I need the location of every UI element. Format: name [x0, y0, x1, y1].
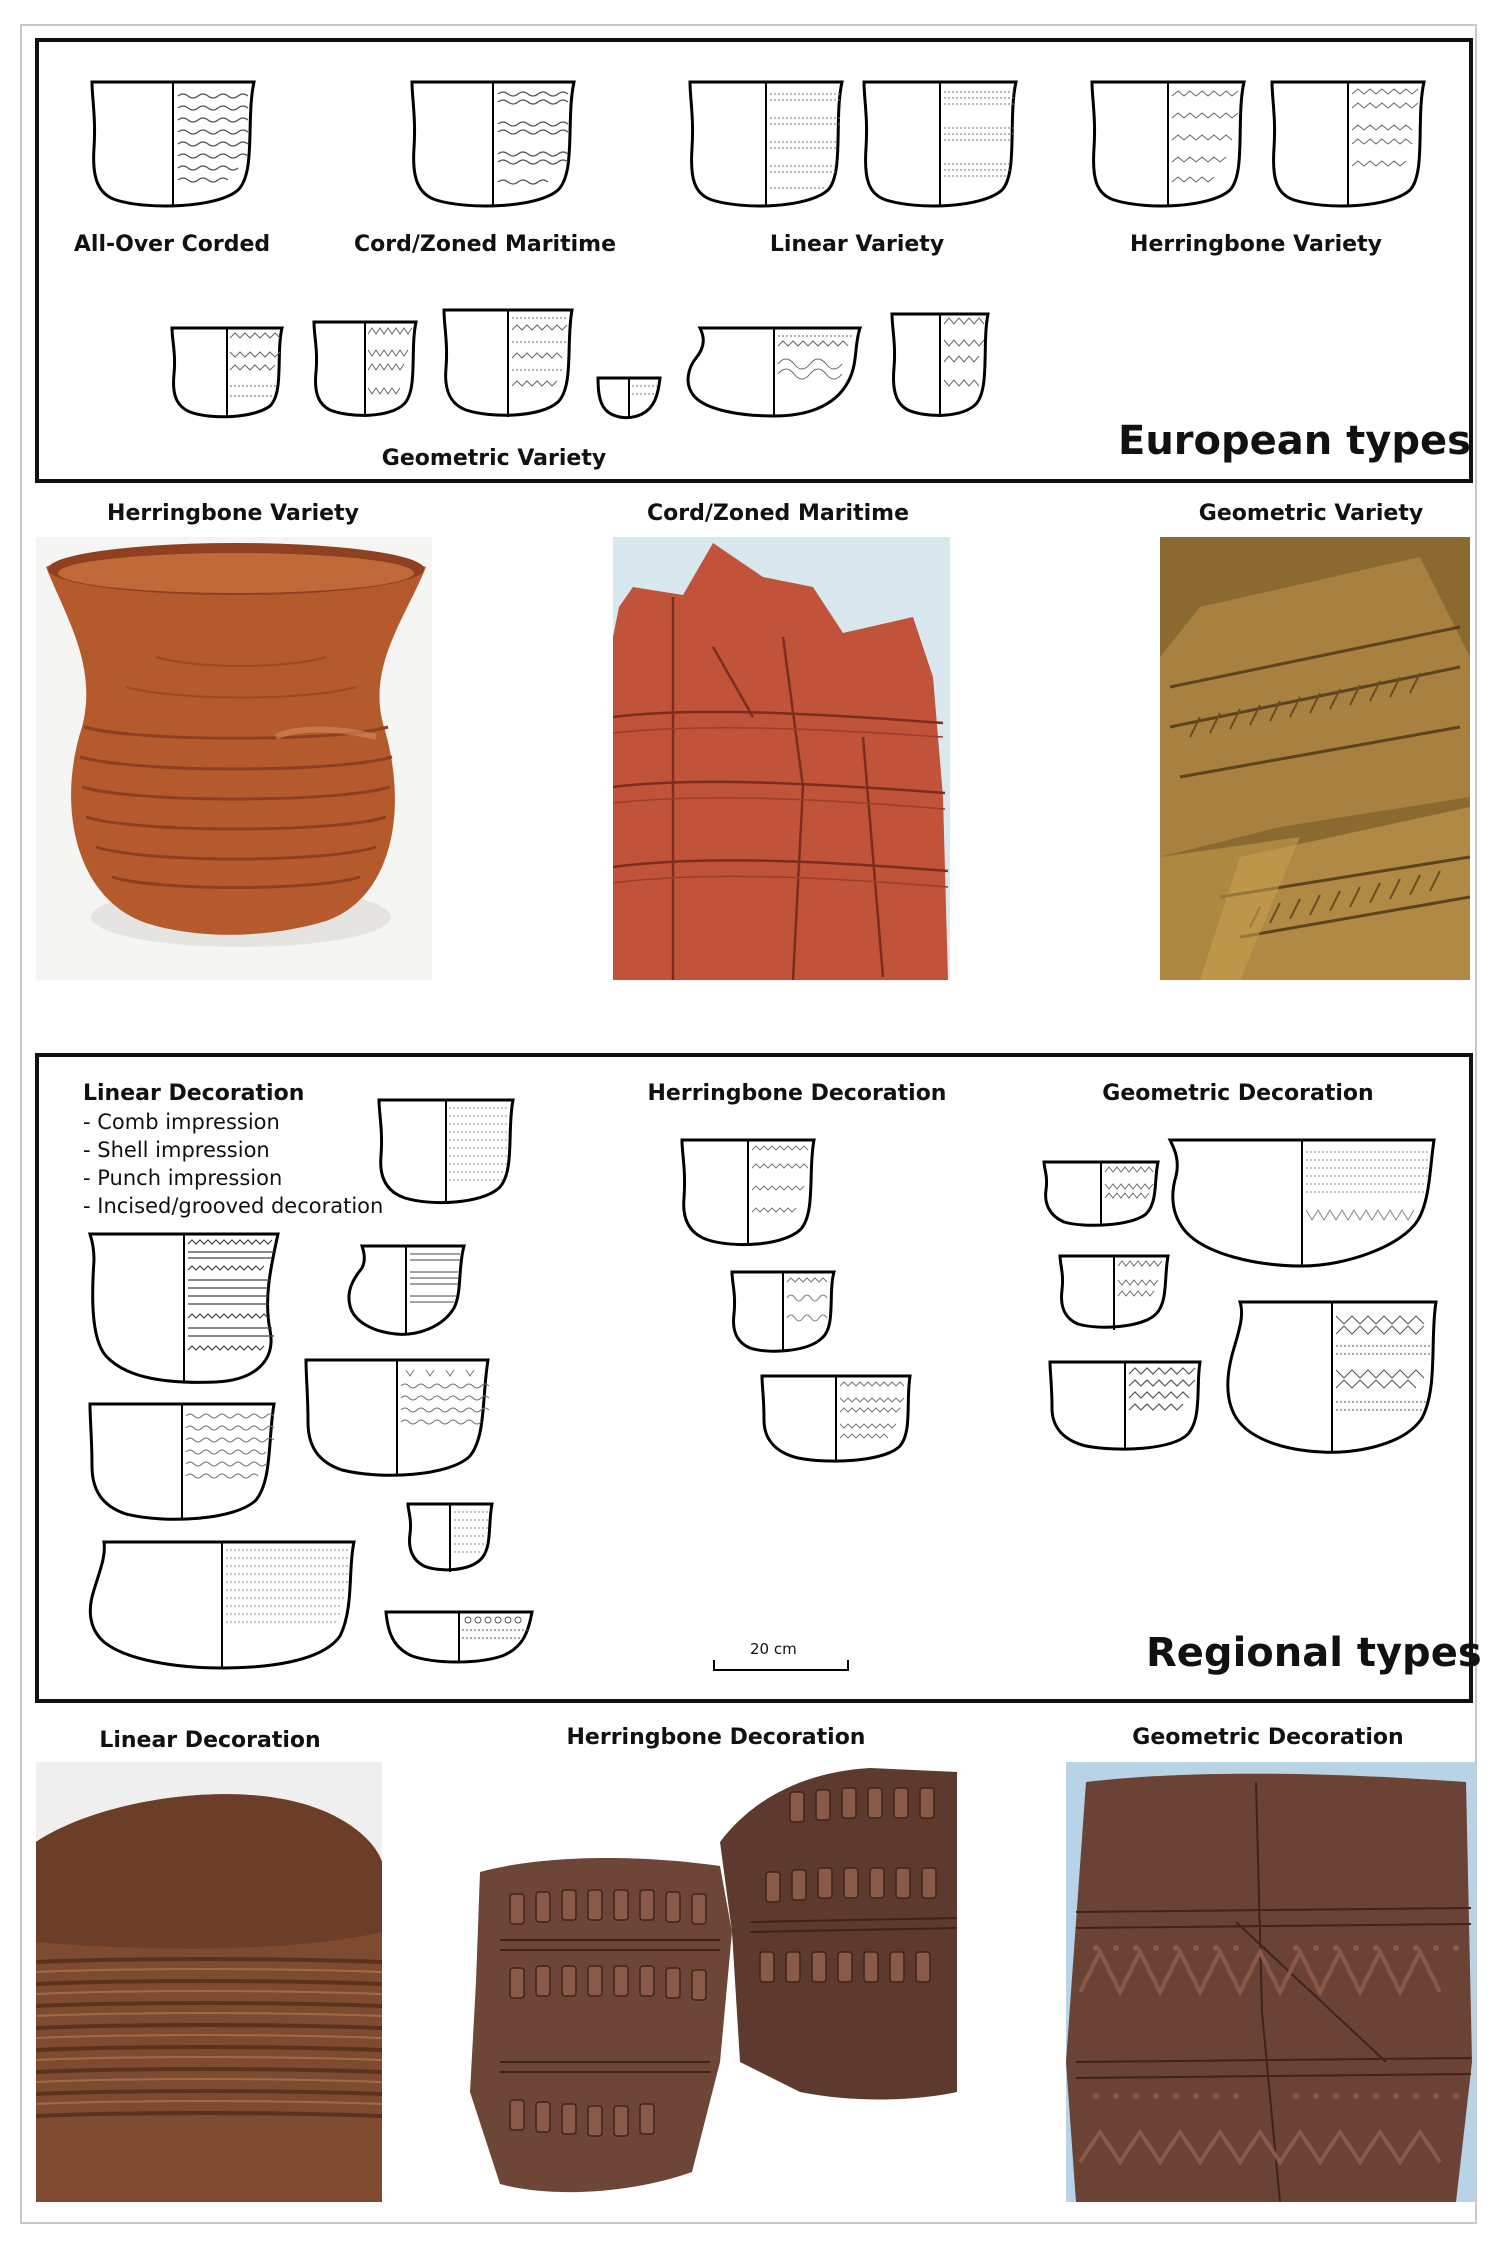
pot-geometric-decoration-2 — [1166, 1136, 1438, 1270]
pot-linear-decoration-3 — [344, 1242, 468, 1340]
pot-geometric-decoration-1 — [1040, 1158, 1162, 1230]
pot-linear-decoration-2 — [86, 1230, 282, 1386]
list-item: - Incised/grooved decoration — [83, 1194, 384, 1218]
label-cord-zoned-maritime: Cord/Zoned Maritime — [354, 232, 616, 257]
european-types-title: European types — [1118, 418, 1471, 464]
linear-decoration-list — [83, 1080, 383, 1220]
pot-linear-variety-2 — [860, 78, 1020, 213]
label-geometric-variety: Geometric Variety — [381, 446, 607, 471]
photo-label-herringbone-decoration: Herringbone Decoration — [566, 1725, 866, 1750]
label-all-over-corded: All-Over Corded — [73, 232, 271, 257]
list-item: - Shell impression — [83, 1138, 270, 1162]
photo-geometric-sherd — [1160, 537, 1470, 980]
label-herringbone-variety: Herringbone Variety — [1130, 232, 1382, 257]
photo-label-cord-zoned-maritime: Cord/Zoned Maritime — [647, 501, 909, 526]
pot-herringbone-decoration-3 — [758, 1372, 914, 1464]
photo-geometric-decoration-sherd — [1066, 1762, 1476, 2202]
pot-geometric-variety-1 — [168, 324, 286, 422]
photo-cord-zoned-sherd — [613, 537, 950, 980]
photo-label-linear-decoration: Linear Decoration — [99, 1728, 321, 1753]
pot-geometric-variety-3 — [440, 306, 576, 422]
pot-linear-variety-1 — [686, 78, 846, 213]
photo-label-herringbone-variety: Herringbone Variety — [107, 501, 359, 526]
label-linear-variety: Linear Variety — [769, 232, 945, 257]
pot-geometric-decoration-3 — [1056, 1252, 1172, 1334]
scale-label: 20 cm — [750, 1640, 797, 1658]
pot-geometric-variety-2 — [310, 318, 420, 422]
photo-linear-decoration-sherd — [36, 1762, 382, 2202]
regional-types-title: Regional types — [1146, 1630, 1482, 1676]
pot-geometric-variety-5 — [684, 324, 864, 422]
pot-linear-decoration-1 — [375, 1096, 517, 1210]
pot-herringbone-decoration-1 — [678, 1136, 818, 1252]
pot-linear-decoration-8 — [382, 1608, 536, 1666]
pot-herringbone-decoration-2 — [728, 1268, 838, 1356]
list-item: - Punch impression — [83, 1166, 283, 1190]
geometric-decoration-heading: Geometric Decoration — [1102, 1081, 1374, 1106]
pot-herringbone-variety-1 — [1088, 78, 1248, 213]
list-item: - Comb impression — [83, 1110, 280, 1134]
pot-geometric-variety-4 — [594, 374, 664, 422]
pot-geometric-variety-6 — [888, 310, 992, 422]
pot-linear-decoration-5 — [302, 1356, 492, 1480]
photo-herringbone-decoration-sherds — [470, 1762, 957, 2202]
pot-geometric-decoration-4 — [1046, 1358, 1204, 1452]
herringbone-decoration-heading: Herringbone Decoration — [647, 1081, 947, 1106]
pot-all-over-corded — [88, 78, 258, 213]
scale-bar — [712, 1640, 850, 1674]
photo-herringbone-beaker — [36, 537, 432, 980]
photo-label-geometric-decoration: Geometric Decoration — [1132, 1725, 1404, 1750]
photo-label-geometric-variety: Geometric Variety — [1198, 501, 1424, 526]
linear-decoration-heading: Linear Decoration — [83, 1081, 305, 1106]
pot-linear-decoration-6 — [404, 1500, 496, 1576]
pot-cord-zoned-maritime — [408, 78, 578, 213]
pot-herringbone-variety-2 — [1268, 78, 1428, 213]
pot-linear-decoration-4 — [86, 1400, 278, 1524]
pot-geometric-decoration-5 — [1222, 1298, 1440, 1456]
pot-linear-decoration-7 — [86, 1538, 358, 1672]
